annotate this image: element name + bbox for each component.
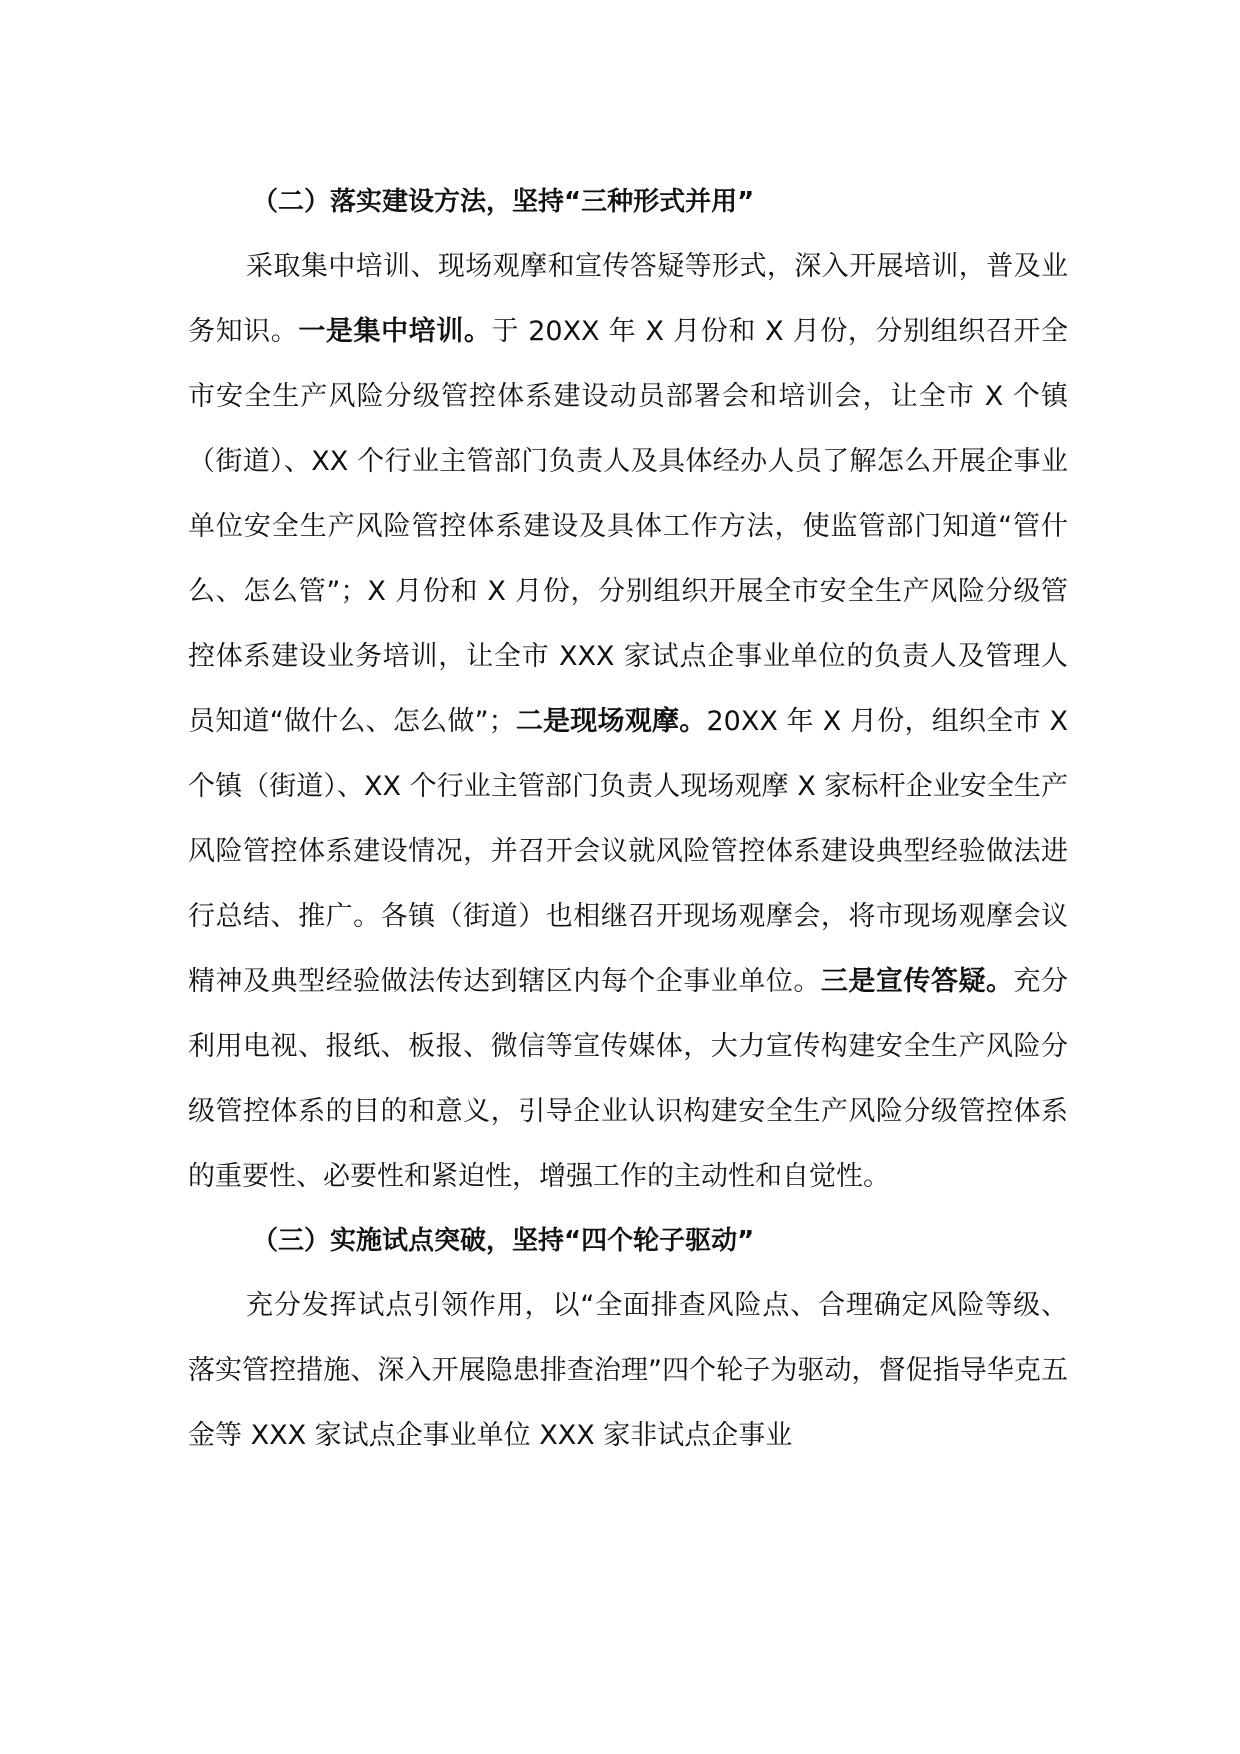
point-1-text: 于 20XX 年 X 月份和 X 月份，分别组织召开全市安全生产风险分级管控体系建设动员部署会和培训会，让全市 X 个镇（街道）、XX 个行业主管部门负责人及具体经办人员了解怎么开展企事业单位安全生产风险管控体系建设及具体工作方法，使监管部门知道“管什么、怎么管”；X 月份和 X 月份，分别组织开展全市安全生产风险分级管控体系建设业务培训，让全市 XXX 家试点企事业单位的负责人及管理人员知道“做什么、怎么做”； (188, 316, 1069, 737)
paragraph-intro: 采取集中培训、现场观摩和宣传答疑等形式，深入开展培训，普及业务知识。 (188, 251, 1068, 347)
point-2-text: 20XX 年 X 月份，组织全市 X 个镇（街道）、XX 个行业主管部门负责人现场观摩 X 家标杆企业安全生产风险管控体系建设情况，并召开会议就风险管控体系建设典型经验做法进行总结、推广。各镇（街道）也相继召开现场观摩会，将市现场观摩会议精神及典型经验做法传达到辖区内每个企事业单位。 (188, 706, 1068, 997)
section-heading-2: （二）落实建设方法，坚持“三种形式并用” (252, 187, 755, 217)
section-2-paragraph (188, 234, 1068, 1209)
point-3-title: 三是宣传答疑。 (820, 966, 1014, 997)
point-3-text: 充分利用电视、报纸、板报、微信等宣传媒体，大力宣传构建安全生产风险分级管控体系的目的和意义，引导企业认识构建安全生产风险分级管控体系的重要性、必要性和紧迫性，增强工作的主动性和自觉性。 (188, 966, 1069, 1192)
section-heading-3: （三）实施试点突破，坚持“四个轮子驱动” (252, 1226, 755, 1256)
point-1-title: 一是集中培训。 (298, 316, 492, 347)
section-3-paragraph: 充分发挥试点引领作用，以“全面排查风险点、合理确定风险等级、落实管控措施、深入开展隐患排查治理”四个轮子为驱动，督促指导华克五金等 XXX 家试点企事业单位 XXX 家非试点企事业 (188, 1290, 1068, 1451)
document-body (188, 170, 1068, 1468)
point-2-title: 二是现场观摩。 (515, 706, 707, 737)
